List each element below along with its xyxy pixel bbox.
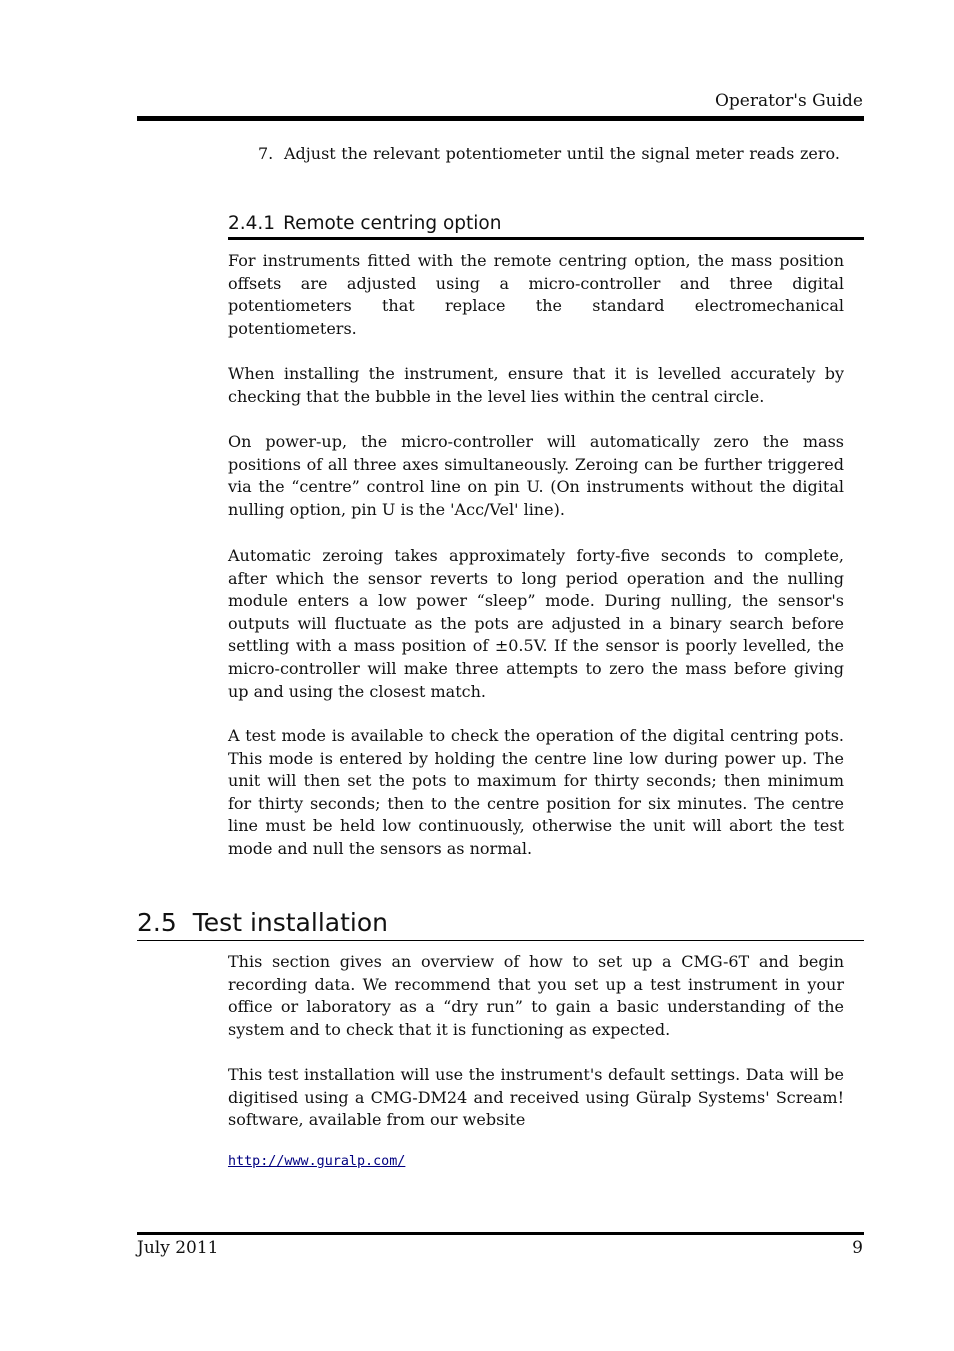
subsection-title: Remote centring option bbox=[283, 213, 502, 234]
numbered-list-item bbox=[258, 143, 844, 166]
section-number: 2.5 bbox=[137, 908, 177, 937]
paragraph-levelling: When installing the instrument, ensure that it is levelled accurately by checking that the bubble in the level lies within the central circle. bbox=[228, 364, 844, 406]
section-title: Test installation bbox=[192, 908, 388, 937]
paragraph-test-overview: This section gives an overview of how to set up a CMG-6T and begin recording data. We recommend that you set up a test instrument in your office or laboratory as a “dry run” to gain a basic understanding of the system and to check that it is functioning as expected. bbox=[228, 952, 844, 1039]
footer-rule bbox=[137, 1232, 864, 1235]
running-header: Operator's Guide bbox=[714, 91, 863, 111]
footer-date: July 2011 bbox=[137, 1238, 219, 1258]
paragraph-default-settings: This test installation will use the instrument's default settings. Data will be digitised using a CMG-DM24 and received using Güralp Systems' Scream! software, available from our website bbox=[228, 1065, 844, 1130]
paragraph-test-mode: A test mode is available to check the operation of the digital centring pots. This mode is entered by holding the centre line low during power up. The unit will then set the pots to maximum for thirty seconds; then minimum for thirty seconds; then to the centre position for six minutes. The centre line must be held low continuously, otherwise the unit will abort the test mode and null the sensors as normal. bbox=[228, 726, 844, 858]
page-number: 9 bbox=[852, 1238, 863, 1258]
paragraph-automatic-zeroing: Automatic zeroing takes approximately forty-five seconds to complete, after which the sensor reverts to long period operation and the nulling module enters a low power “sleep” mode. During nulling, the sensor's outputs will fluctuate as the pots are adjusted in a binary search before settling with a mass position of ±0.5V. If the sensor is poorly levelled, the micro-controller will make three attempts to zero the mass before giving up and using the closest match. bbox=[228, 546, 844, 701]
section-heading bbox=[137, 906, 864, 941]
paragraph-remote-centring-intro: For instruments fitted with the remote centring option, the mass position offsets are adjusted using a micro-controller and three digital potentiometers that replace the standard electromechanical potentiometers. bbox=[228, 251, 844, 338]
subsection-number: 2.4.1 bbox=[228, 213, 276, 234]
header-rule bbox=[137, 116, 864, 121]
list-item-number: 7. bbox=[258, 144, 274, 163]
website-link[interactable]: http://www.guralp.com/ bbox=[228, 1154, 406, 1169]
list-item-text: Adjust the relevant potentiometer until the signal meter reads zero. bbox=[284, 144, 840, 163]
paragraph-power-up: On power-up, the micro-controller will automatically zero the mass positions of all three axes simultaneously. Zeroing can be further triggered via the “centre” control line on pin U. (On instruments without the digital nulling option, pin U is the 'Acc/Vel' line). bbox=[228, 432, 844, 519]
subsection-heading bbox=[228, 211, 864, 240]
